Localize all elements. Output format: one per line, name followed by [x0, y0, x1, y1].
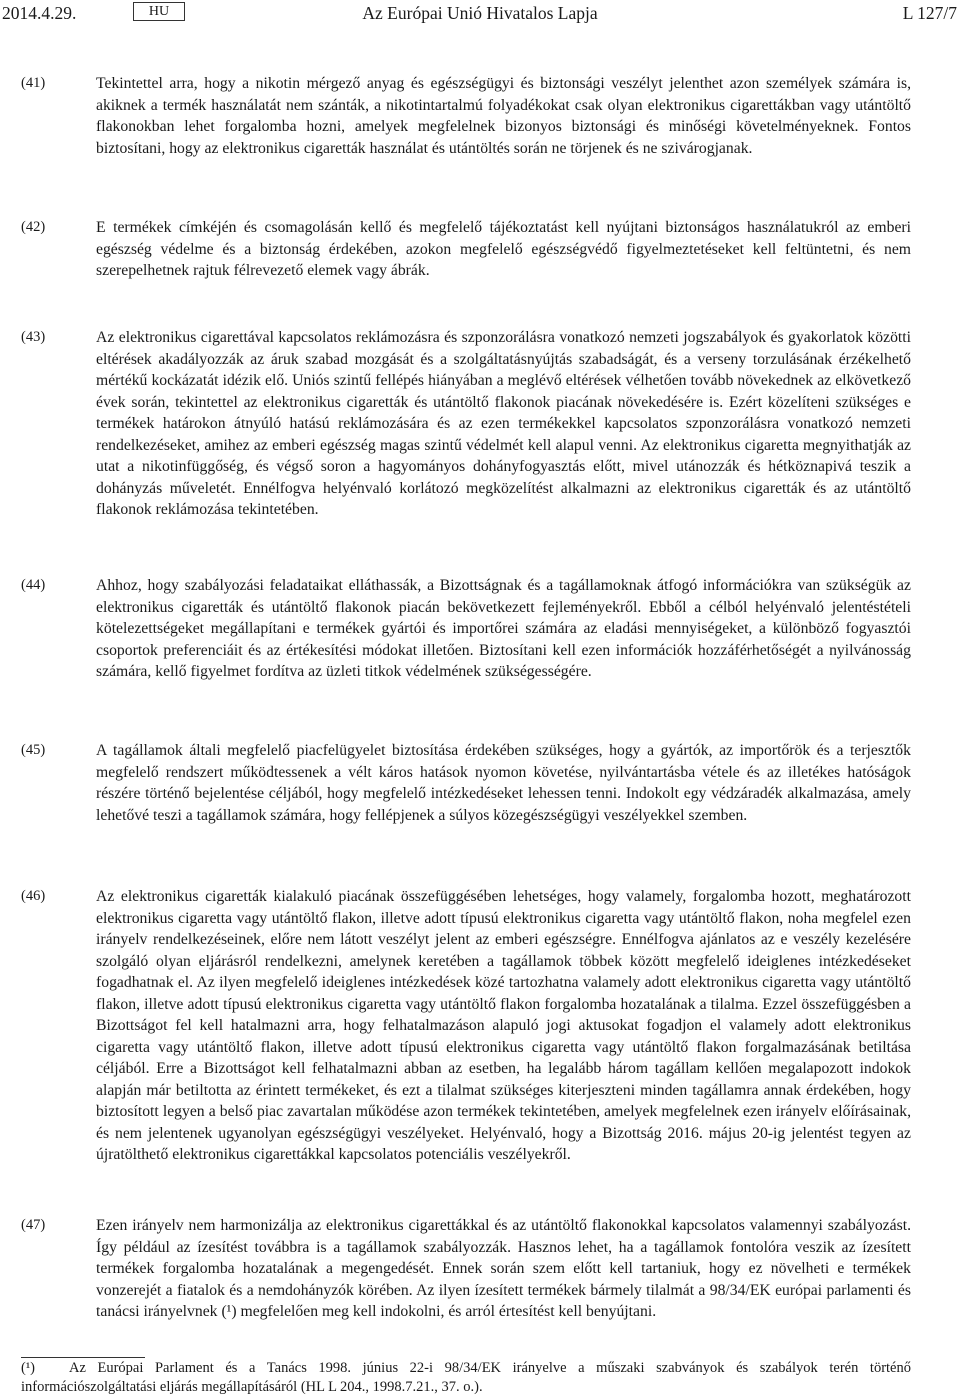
- recital-text: Az elektronikus cigaretták kialakuló piacának összefüggésében lehetséges, hogy valamely, forgalomba hozott, meghatározott elektronikus cigaretta vagy utántöltő flakon, illetve adott típusú elektronikus cigaretta vagy utántöltő flakon, noha megfelel ezen irányelv rendelkezéseinek, előre nem látott veszélyt jelent az emberi egészségre. Ennélfogva ajánlatos az e veszély kezelésére szolgáló olyan eljárásról rendelkezni, amelynek keretében a tagállamok többek között megfelelő ideiglenes intézkedéseket fogadhatnak el. Az ilyen megfelelő ideiglenes intézkedések közé tartozhatna valamely adott elektronikus cigaretta vagy utántöltő flakon, illetve adott típusú elektronikus cigaretta vagy utántöltő flakon forgalomba hozatalának a tilalma. Ezzel összefüggésben a Bizottságot fel kell hatalmazni arra, hogy felhatalmazáson alapuló jogi aktusokat fogadjon el valamely adott elektronikus cigaretta vagy utántöltő flakon, illetve adott típusú elektronikus cigaretta vagy utántöltő flakon forgalmazásának betiltása céljából. Erre a Bizottságot kell felhatalmazni abban az esetben, ha legalább három tagállam kellően megalapozott indokok alapján már betiltotta az érintett termékeket, és ezt a tilalmat szükséges kiterjeszteni minden tagállamra annak érdekében, hogy biztosított legyen a belső piac zavartalan működése azon termékek tekintetében, amelyek megfelelnek ezen irányelv előírásainak, és nem jelentenek ugyanolyan egészségügyi veszélyeket. Helyénvaló, hogy a Bizottság 2016. május 20-ig jelentést tegyen az újratölthető elektronikus cigarettákkal kapcsolatos potenciális veszélyekről.: [96, 888, 911, 1163]
- recital-text: Az elektronikus cigarettával kapcsolatos reklámozásra és szponzorálásra vonatkozó nemzeti jogszabályok és gyakorlatok közötti eltérések akadályozzák az áruk szabad mozgását és a szolgáltatásnyújtás szabadságát, és a verseny torzulásának érzékelhető mértékű kockázatát idézik elő. Uniós szintű fellépés hiányában a meglévő eltérések vélhetően tovább növekednek az elkövetkező évek során, tekintettel az elektronikus cigaretták és utántöltő flakonok piacának növekedésére is. Ezért közelíteni szükséges e termékek határokon átnyúló hatású reklámozására és az ezen termékekkel kapcsolatos szponzorálásra vonatkozó nemzeti rendelkezéseket, amihez az emberi egészség magas szintű védelmét kell alapul venni. Az elektronikus cigaretta megnyithatják az utat a nikotinfüggőség, és végső soron a hagyományos dohányfogyasztás előtt, mivel utánozzák és hétköznapivá teszik a dohányzás műveletét. Ennélfogva helyénvaló korlátozó megközelítést alkalmazni az elektronikus cigaretták és az utántöltő flakonok reklámozása tekintetében.: [96, 329, 911, 518]
- footnote: [21, 1359, 911, 1397]
- recital-number: (47): [21, 1217, 46, 1233]
- recital-text: Ezen irányelv nem harmonizálja az elektronikus cigarettákkal és az utántöltő flakonokkal kapcsolatos valamennyi szabályozást. Így például az ízesítést továbbra is a tagállamok szabályozzák. Hasznos lehet, ha a tagállamok fontolóra veszik az ízesített termékek forgalomba hozatalának a megengedését. Ennek során szem előtt kell tartaniuk, hogy ez növelheti e termékek vonzerejét a fiatalok és a nemdohányzók körében. Az ilyen ízesített termékek bármely tilalmát a 98/34/EK európai parlamenti és tanácsi irányelvnek (¹) megfelelően meg kell indokolni, és arról értesítést kell benyújtani.: [96, 1217, 911, 1320]
- recital-text: A tagállamok általi megfelelő piacfelügyelet biztosítása érdekében szükséges, hogy a gyártók, az importőrök és a terjesztők megfelelő rendszert működtessenek a vélt káros hatások nyomon követése, nyilvántartásba vétele és az illetékes hatóságok részére történő bejelentése céljából, hogy megfelelő intézkedéseket lehessen tenni. Indokolt egy védzáradék alkalmazása, amely lehetővé teszi a tagállamok számára, hogy fellépjenek a súlyos közegészségügyi veszélyekkel szemben.: [96, 742, 911, 824]
- publication-date: 2014.4.29.: [2, 3, 77, 23]
- language-badge: HU: [133, 2, 185, 21]
- page-header: [0, 0, 960, 26]
- journal-title: Az Európai Unió Hivatalos Lapja: [362, 3, 598, 23]
- footnote-mark: (¹): [21, 1360, 36, 1376]
- recital-number: (43): [21, 329, 46, 345]
- recital-number: (41): [21, 75, 46, 91]
- footnote-divider: [21, 1357, 145, 1358]
- recital-number: (42): [21, 219, 46, 235]
- recital-number: (46): [21, 888, 46, 904]
- page-number: L 127/7: [902, 3, 957, 23]
- recital-text: E termékek címkéjén és csomagolásán kellő és megfelelő tájékoztatást kell nyújtani biztonságos használatukról az emberi egészség védelme és a biztonság érdekében, azokon megfelelő egészségvédő figyelmeztetéseket kell feltüntetni, és nem szerepelhetnek rajtuk félrevezető elemek vagy ábrák.: [96, 219, 911, 279]
- footnote-text: Az Európai Parlament és a Tanács 1998. június 22-i 98/34/EK irányelve a műszaki szabványok és szabályok terén történő információszolgáltatási eljárás megállapításáról (HL L 204., 1998.7.21., 37. o.).: [21, 1360, 911, 1395]
- recital-text: Ahhoz, hogy szabályozási feladataikat elláthassák, a Bizottságnak és a tagállamoknak átfogó információkra van szükségük az elektronikus cigaretták és utántöltő flakonok piacán bekövetkezett fejleményekről. Ebből a célból helyénvaló jelentéstételi kötelezettségeket megállapítani e termékek gyártói és importőrei számára az eladási mennyiségeket, a különböző fogyasztói csoportok preferenciáit és az értékesítési módokat illetően. Biztosítani kell ezen információk hozzáférhetőségét a nyilvánosság számára, kellő figyelmet fordítva az üzleti titkok védelmének szükségességére.: [96, 577, 911, 680]
- recital-text: Tekintettel arra, hogy a nikotin mérgező anyag és egészségügyi és biztonsági veszélyt jelenthet azon személyek számára is, akiknek a termék használatát nem szánták, a nikotintartalmú folyadékokat csak olyan elektronikus cigarettákban vagy utántöltő flakonokban lehet forgalomba hozni, amelyek megfelelnek bizonyos biztonsági és minőségi követelményeknek. Fontos biztosítani, hogy az elektronikus cigaretták használat és utántöltés során ne törjenek és ne szivárogjanak.: [96, 75, 911, 157]
- recital-number: (45): [21, 742, 46, 758]
- recital-number: (44): [21, 577, 46, 593]
